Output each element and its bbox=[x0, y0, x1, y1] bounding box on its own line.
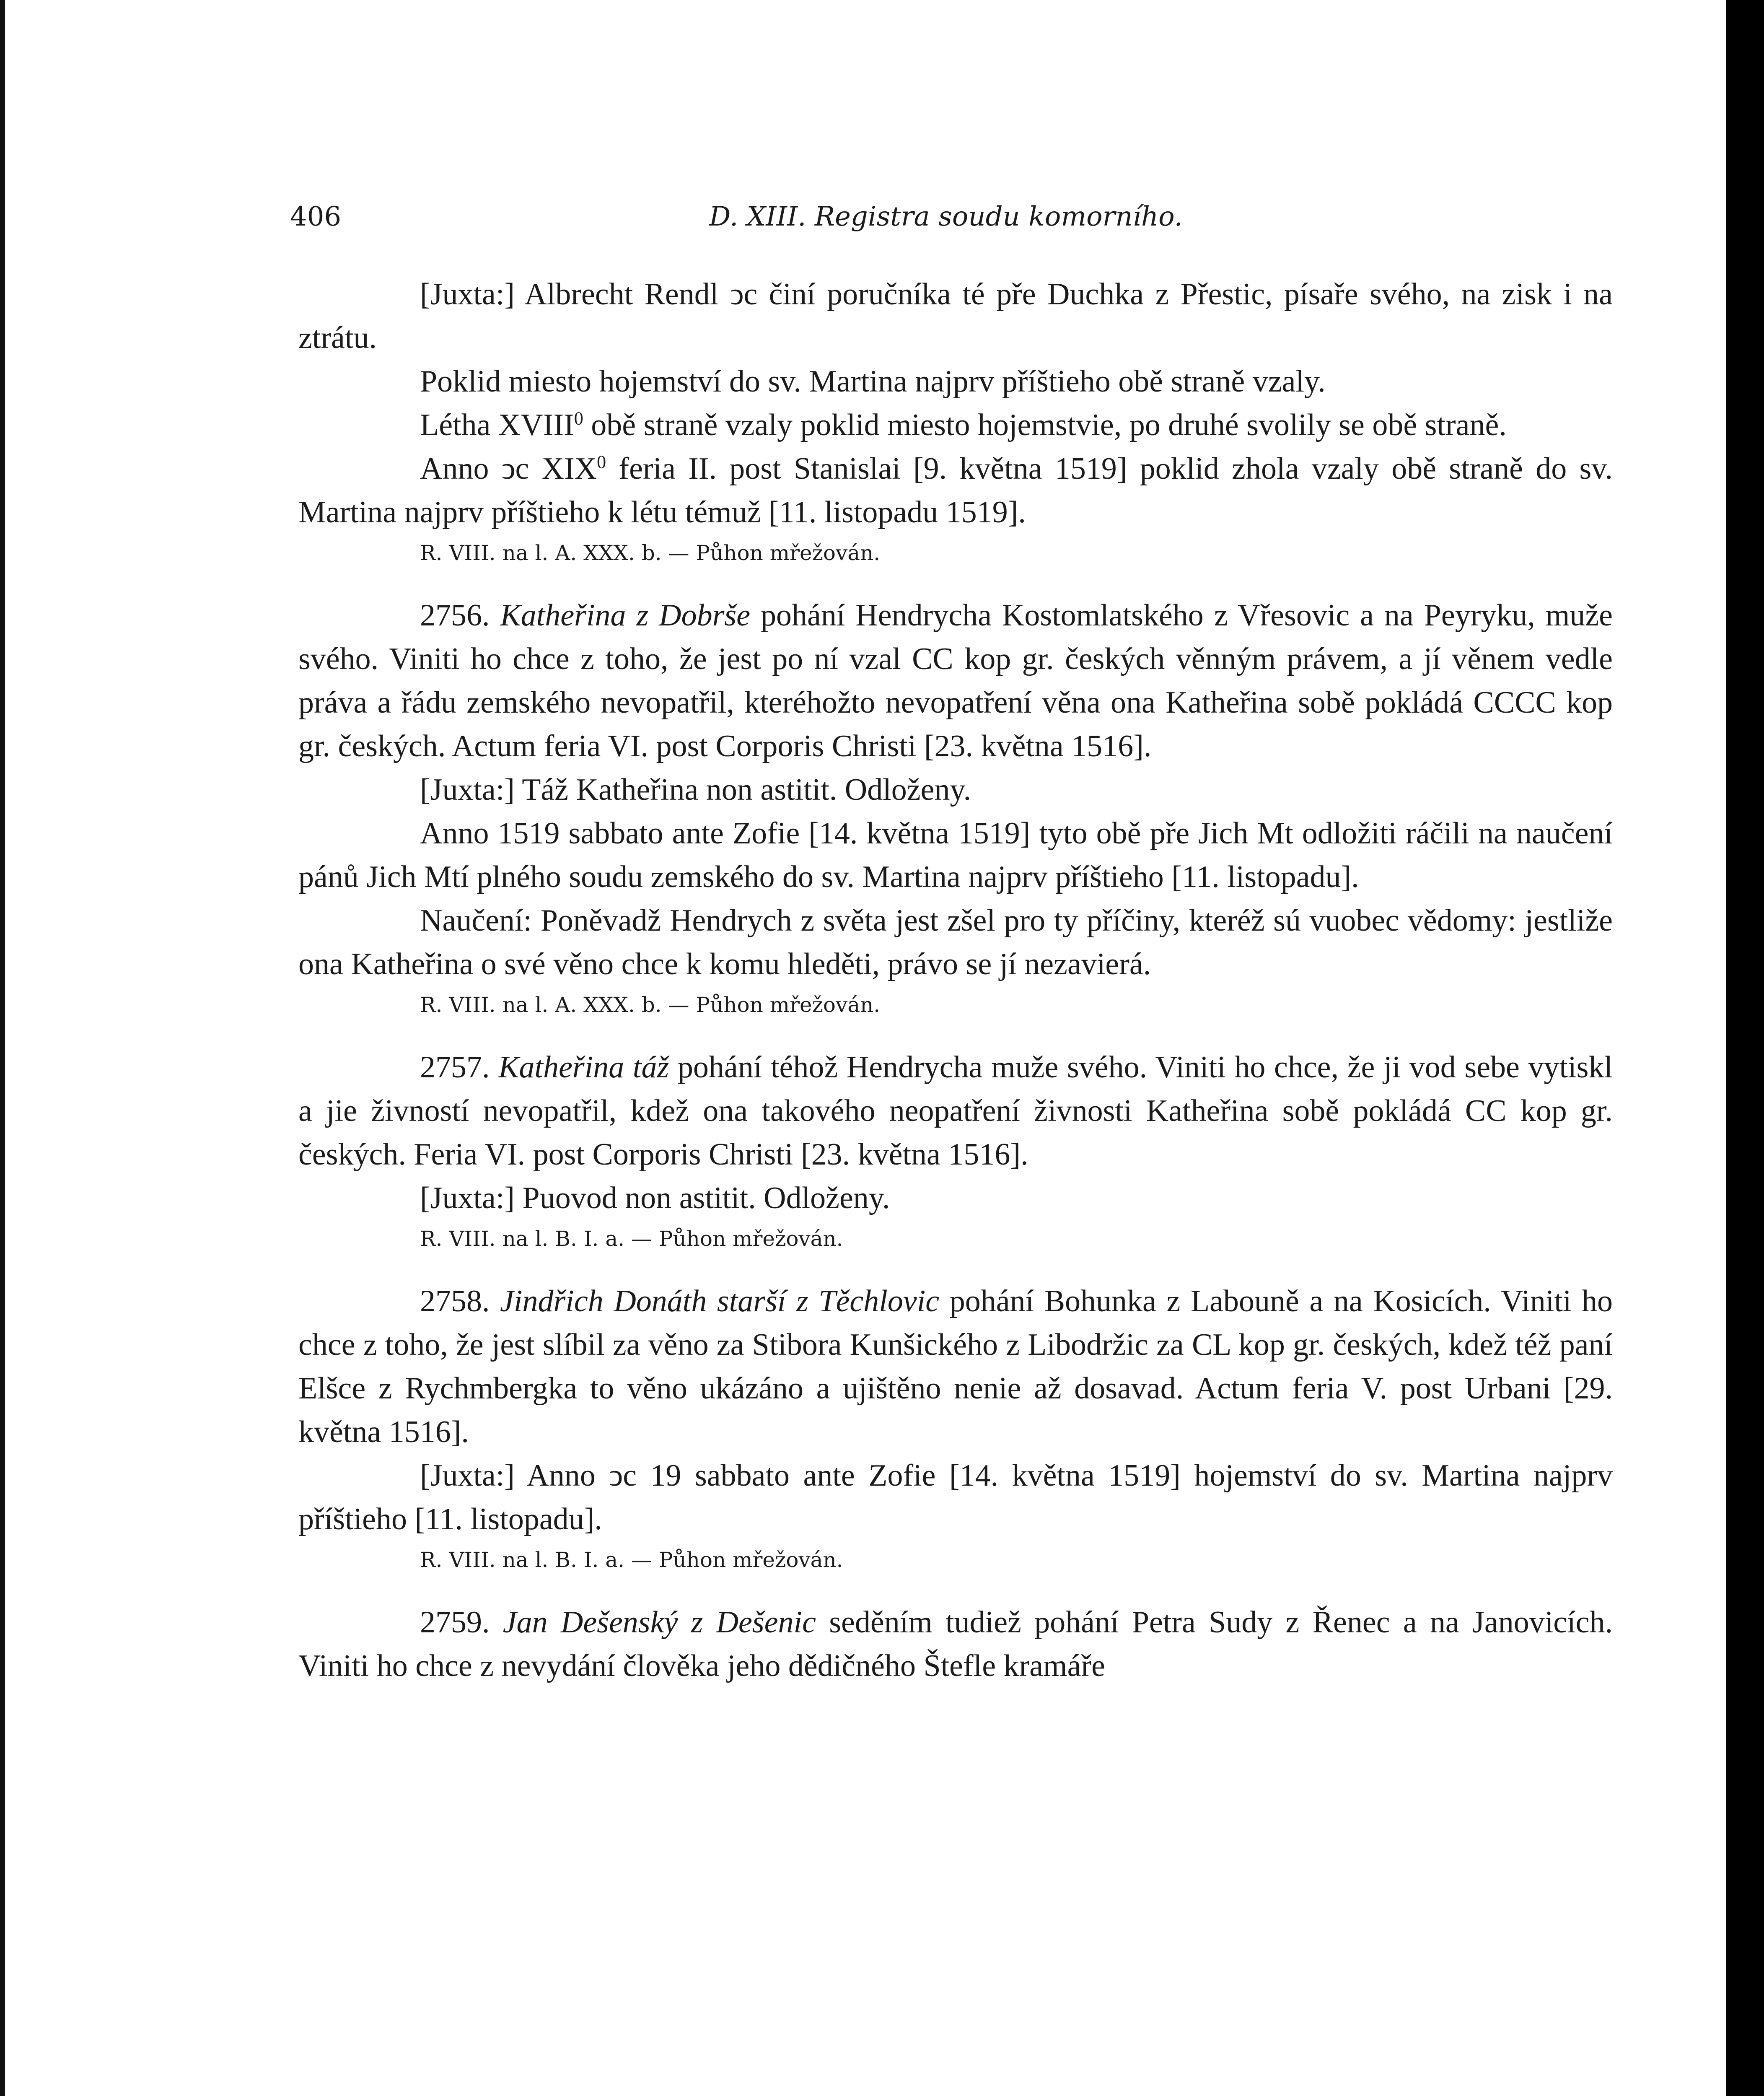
scan-edge-right bbox=[1726, 0, 1764, 2096]
book-page bbox=[5, 0, 1726, 2096]
paragraph: Létha XVIII$^0$ obě straně vzaly poklid miesto hojemstvie, po druhé svolily se obě straně. bbox=[420, 408, 1507, 442]
source-note: R. VIII. na l. B. I. a. — Půhon mřežován. bbox=[420, 1548, 843, 1572]
entry-paragraph: 2757. Katheřina táž pohání téhož Hendrycha muže svého. Viniti ho chce, že ji vod sebe vytiskl a jie živností nevopatřil, kdež ona takového neopatření živnosti Katheřina sobě pokládá CC kop gr. českých. Feria VI. post Corporis Christi [23. května 1516]. bbox=[298, 1050, 1613, 1172]
page-number: 406 bbox=[290, 201, 342, 232]
entry-paragraph: 2756. Katheřina z Dobrše pohání Hendrycha Kostomlatského z Vřesovic a na Peyryku, muže svého. Viniti ho chce z toho, že jest po ní vzal CC kop gr. českých věnným právem, a jí věnem vedle práva a řádu zemského nevopatřil, kteréhožto nevopatření věna ona Katheřina sobě pokládá CCCC kop gr. českých. Actum feria VI. post Corporis Christi [23. května 1516]. bbox=[298, 598, 1613, 763]
party-name: Jindřich Donáth starší z Těchlovic bbox=[500, 1284, 940, 1318]
paragraph: Naučení: Poněvadž Hendrych z světa jest zšel pro ty příčiny, kteréž sú vuobec vědomy: jestliže ona Katheřina o své věno chce k komu hleděti, právo se jí nezavierá. bbox=[298, 903, 1613, 981]
party-name: Jan Dešenský z Dešenic bbox=[503, 1605, 816, 1639]
entry-paragraph: 2758. Jindřich Donáth starší z Těchlovic pohání Bohunka z Labouně a na Kosicích. Viniti ho chce z toho, že jest slíbil za věno za Stibora Kunšického z Libodržic za CL kop gr. českých, kdež též paní Elšce z Rychmbergka to věno ukázáno a ujištěno nenie až dosavad. Actum feria V. post Urbani [29. května 1516]. bbox=[298, 1284, 1613, 1449]
running-title: D. XIII. Registra soudu komorního. bbox=[709, 201, 1183, 232]
entry-number: 2758. bbox=[420, 1284, 500, 1318]
paragraph: Anno 1519 sabbato ante Zofie [14. května 1519] tyto obě pře Jich Mt odložiti ráčili na naučení pánů Jich Mtí plného soudu zemského do sv. Martina najprv příštieho [11. listopadu]. bbox=[298, 816, 1613, 894]
superscript: 0 bbox=[597, 451, 606, 472]
party-name: Katheřina z Dobrše bbox=[500, 598, 751, 633]
paragraph: Poklid miesto hojemství do sv. Martina najprv příštieho obě straně vzaly. bbox=[420, 364, 1326, 399]
body-text bbox=[298, 272, 1613, 1688]
superscript: 0 bbox=[574, 408, 583, 429]
entry-paragraph: 2759. Jan Dešenský z Dešenic seděním tudiež pohání Petra Sudy z Řenec a na Janovicích. Viniti ho chce z nevydání člověka jeho dědičného Štefle kramáře bbox=[298, 1605, 1613, 1683]
party-name: Katheřina táž bbox=[498, 1050, 669, 1084]
scan-edge-left bbox=[0, 0, 5, 2096]
entry-number: 2759. bbox=[420, 1605, 503, 1639]
paragraph: [Juxta:] Anno ͻc 19 sabbato ante Zofie [14. května 1519] hojemství do sv. Martina najprv příštieho [11. listopadu]. bbox=[298, 1458, 1613, 1536]
source-note: R. VIII. na l. B. I. a. — Půhon mřežován. bbox=[420, 1227, 843, 1251]
paragraph: [Juxta:] Puovod non astitit. Odloženy. bbox=[420, 1181, 890, 1215]
entry-number: 2756. bbox=[420, 598, 500, 633]
source-note: R. VIII. na l. A. XXX. b. — Půhon mřežován. bbox=[420, 993, 881, 1017]
entry-number: 2757. bbox=[420, 1050, 499, 1084]
paragraph: [Juxta:] Albrecht Rendl ͻc činí poručníka té pře Duchka z Přestic, písaře svého, na zisk i na ztrátu. bbox=[298, 277, 1613, 355]
source-note: R. VIII. na l. A. XXX. b. — Půhon mřežován. bbox=[420, 541, 881, 565]
paragraph: [Juxta:] Táž Katheřina non astitit. Odloženy. bbox=[420, 773, 971, 807]
paragraph: Anno ͻc XIX$^0$ feria II. post Stanislai [9. května 1519] poklid zhola vzaly obě straně do sv. Martina najprv příštieho k létu témuž [11. listopadu 1519]. bbox=[298, 451, 1613, 529]
